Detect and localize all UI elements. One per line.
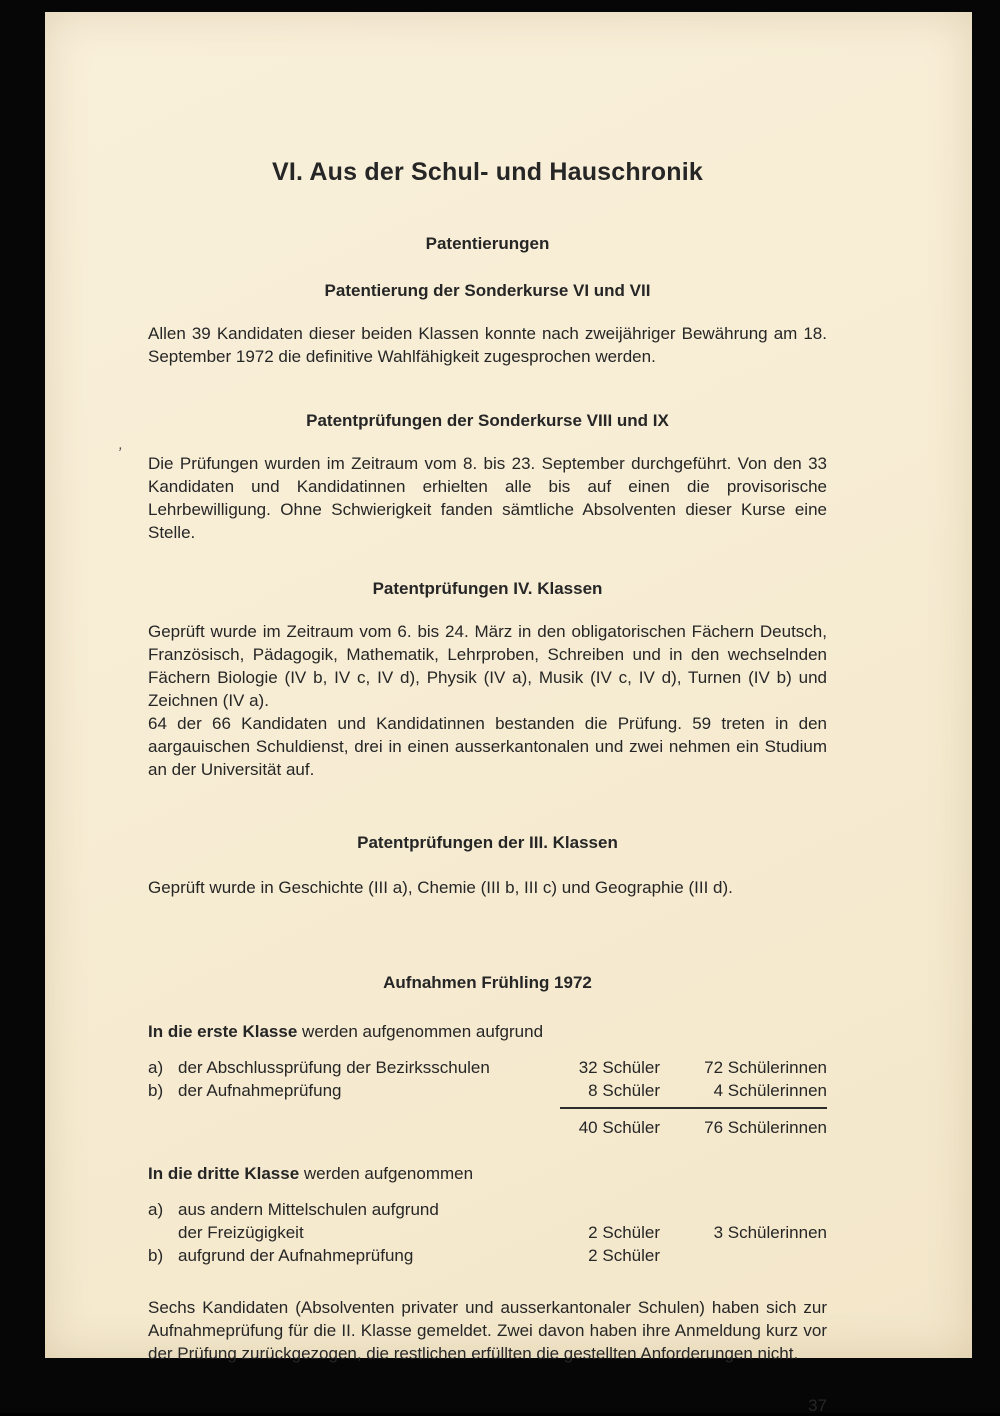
lead-erste-klasse-bold: In die erste Klasse [148, 1022, 298, 1041]
total-row-label [178, 1116, 560, 1139]
row-schueler: 32 Schüler [578, 1058, 660, 1077]
sum-divider-rule [560, 1107, 827, 1109]
lead-dritte-klasse [148, 1162, 827, 1185]
row-label: der Aufnahmeprüfung [178, 1081, 342, 1100]
lead-erste-klasse-rest: werden aufgenommen aufgrund [297, 1022, 544, 1041]
paragraph-klassen-iv-2: 64 der 66 Kandidaten und Kandidatinnen bestanden die Prüfung. 59 treten in den aargauischen Schuldienst, drei in einen ausserkantonalen und zwei nehmen ein Studium an der Universität auf. [148, 714, 827, 779]
row-schueler: 2 Schüler [588, 1246, 660, 1265]
row-label: der Freizügigkeit [178, 1223, 304, 1242]
total-row-marker [148, 1116, 178, 1139]
row-schueler: 8 Schüler [588, 1081, 660, 1100]
paragraph-sonderkurse-vi-vii: Allen 39 Kandidaten dieser beiden Klassen konnte nach zweijähriger Bewährung am 18. September 1972 die definitive Wahlfähigkeit zugesprochen werden. [148, 324, 827, 366]
paragraph-sonderkurse-viii-ix: Die Prüfungen wurden im Zeitraum vom 8. bis 23. September durchgeführt. Von den 33 Kandidaten und Kandidatinnen erhielten alle bis auf einen die provisorische Lehrbewilligung. Ohne Schwierigkeit fanden sämtliche Absolventen dieser Kurse eine Stelle. [148, 454, 827, 542]
row-marker: b) [148, 1081, 164, 1100]
lead-dritte-klasse-rest: werden aufgenommen [299, 1164, 474, 1183]
subheading-klassen-iv: Patentprüfungen IV. Klassen [372, 579, 603, 598]
row-schuelerinnen: 72 Schülerinnen [704, 1058, 827, 1077]
row-marker: a) [148, 1058, 164, 1077]
paragraph-closing: Sechs Kandidaten (Absolventen privater und ausserkantonaler Schulen) haben sich zur Aufnahmeprüfung für die II. Klasse gemeldet. Zwei davon haben ihre Anmeldung kurz vor der Prüfung zurückgezogen, die restlichen erfüllten die gestellten Anforderungen nicht. [148, 1298, 827, 1363]
row-schuelerinnen: 4 Schülerinnen [713, 1081, 827, 1100]
subheading-sonderkurse-viii-ix: Patentprüfungen der Sonderkurse VIII und IX [306, 411, 669, 430]
subheading-sonderkurse-vi-vii: Patentierung der Sonderkurse VI und VII [324, 281, 651, 300]
section-heading-patentierungen: Patentierungen [425, 234, 550, 253]
page-content [45, 12, 972, 1416]
row-label: der Abschlussprüfung der Bezirksschulen [178, 1058, 490, 1077]
lead-erste-klasse [148, 1020, 827, 1043]
row-marker: b) [148, 1246, 164, 1265]
row-schuelerinnen [660, 1244, 827, 1267]
total-schueler: 40 Schüler [578, 1118, 660, 1137]
total-schuelerinnen: 76 Schülerinnen [704, 1118, 827, 1137]
scan-artifact-mark: , [117, 435, 125, 454]
row-schueler [560, 1198, 660, 1221]
paragraph-klassen-iv-1: Geprüft wurde im Zeitraum vom 6. bis 24. März in den obligatorischen Fächern Deutsch, Französisch, Pädagogik, Mathematik, Lehrproben, Schreiben und in den wechselnden Fächern Biologie (IV b, IV c, IV d), Physik (IV a), Musik (IV c, IV d), Turnen (IV b) und Zeichnen (IV a). [148, 622, 827, 710]
row-schuelerinnen: 3 Schülerinnen [713, 1223, 827, 1242]
table-dritte-klasse [148, 1198, 827, 1267]
row-marker [148, 1221, 178, 1244]
row-schuelerinnen [660, 1198, 827, 1221]
row-label: aus andern Mittelschulen aufgrund [178, 1200, 439, 1219]
table-erste-klasse [148, 1056, 827, 1139]
paragraph-klassen-iii: Geprüft wurde in Geschichte (III a), Chemie (III b, III c) und Geographie (III d). [148, 878, 733, 897]
row-label: aufgrund der Aufnahmeprüfung [178, 1246, 414, 1265]
section-heading-aufnahmen: Aufnahmen Frühling 1972 [383, 973, 592, 992]
subheading-klassen-iii: Patentprüfungen der III. Klassen [357, 833, 618, 852]
lead-dritte-klasse-bold: In die dritte Klasse [148, 1164, 300, 1183]
page-number: 37 [808, 1396, 827, 1415]
document-page [45, 12, 972, 1415]
row-marker: a) [148, 1200, 164, 1219]
chapter-title: VI. Aus der Schul- und Hauschronik [272, 158, 703, 186]
row-schueler: 2 Schüler [588, 1223, 660, 1242]
